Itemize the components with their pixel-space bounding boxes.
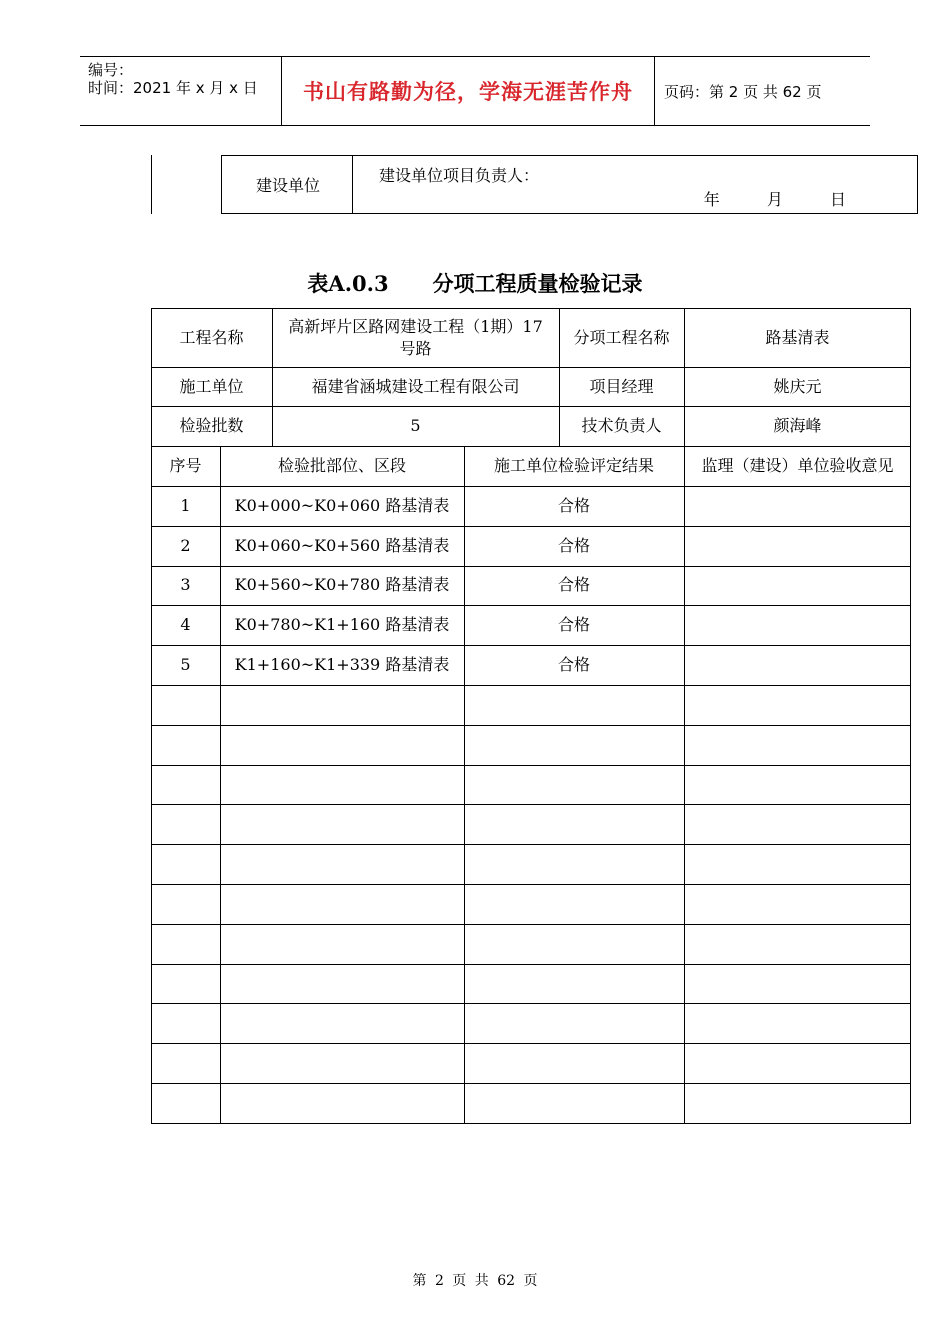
table-cell-result	[464, 1003, 684, 1043]
table-grid-line	[220, 446, 221, 1123]
table-cell-location: K1+160~K1+339 路基清表	[234, 655, 450, 675]
sub-project-label: 分项工程名称	[573, 327, 670, 347]
table-cell-result: 合格	[557, 655, 590, 675]
table-cell-result	[464, 725, 684, 765]
table-grid-line	[151, 605, 911, 606]
table-cell-opinion	[684, 1003, 911, 1043]
table-cell-result: 合格	[557, 535, 590, 555]
table-code: 表A.0.3	[307, 271, 389, 296]
column-header-opinion: 监理（建设）单位验收意见	[701, 456, 894, 475]
tech-lead-value: 颜海峰	[773, 416, 822, 435]
table-cell-result	[464, 1043, 684, 1083]
table-cell-result: 合格	[557, 575, 590, 595]
inspection-record-table	[151, 308, 911, 1123]
table-cell-location: K0+000~K0+060 路基清表	[234, 495, 450, 515]
table-cell-seq	[151, 765, 220, 805]
table-grid-line	[151, 1123, 911, 1124]
table-cell-opinion	[684, 685, 911, 725]
table-cell-result	[464, 884, 684, 924]
table-cell-location	[220, 844, 464, 884]
table-grid-line	[151, 1083, 911, 1084]
table-cell-result	[464, 924, 684, 964]
previous-table-signature-block	[151, 155, 918, 214]
table-grid-line	[151, 685, 911, 686]
table-cell-location	[220, 685, 464, 725]
batch-count-value: 5	[410, 416, 421, 435]
table-cell-opinion	[684, 645, 911, 685]
table-grid-line	[151, 964, 911, 965]
table-grid-line	[559, 308, 560, 446]
table-cell-location	[220, 1043, 464, 1083]
table-grid-line	[151, 725, 911, 726]
table-cell-opinion	[684, 804, 911, 844]
project-manager-label: 项目经理	[589, 376, 654, 396]
batch-count-label: 检验批数	[179, 416, 244, 435]
column-header-location: 检验批部位、区段	[277, 456, 406, 475]
table-cell-seq	[151, 725, 220, 765]
table-cell-location	[220, 1003, 464, 1043]
table-cell-seq	[151, 964, 220, 1004]
project-name-line: 高新坪片区路网建设工程（1期）17	[288, 316, 543, 336]
table-cell-result	[464, 804, 684, 844]
table-cell-seq: 2	[180, 535, 191, 555]
table-cell-seq	[151, 884, 220, 924]
table-grid-line	[151, 1003, 911, 1004]
header-divider	[654, 57, 655, 125]
table-grid-line	[151, 566, 911, 567]
table-cell-seq	[151, 1003, 220, 1043]
table-cell-seq: 1	[180, 495, 191, 515]
table-name: 分项工程质量检验记录	[432, 271, 643, 296]
construction-unit-signature-label: 建设单位项目负责人：	[379, 166, 540, 185]
table-cell-result: 合格	[557, 615, 590, 635]
table-grid-line	[151, 924, 911, 925]
table-grid-line	[151, 884, 911, 885]
table-cell-location	[220, 804, 464, 844]
page-footer: 第 2 页 共 62 页	[412, 1273, 538, 1289]
table-grid-line	[151, 765, 911, 766]
table-grid-line	[151, 1043, 911, 1044]
document-number-label: 编号：	[88, 61, 134, 79]
table-cell-opinion	[684, 844, 911, 884]
table-cell-seq: 4	[180, 615, 191, 635]
table-cell-location: K0+560~K0+780 路基清表	[234, 575, 450, 595]
table-grid-line	[151, 526, 911, 527]
column-header-result: 施工单位检验评定结果	[493, 456, 654, 475]
table-cell-opinion	[684, 1083, 911, 1123]
table-cell-seq	[151, 1043, 220, 1083]
project-name-label: 工程名称	[179, 327, 244, 347]
table-cell-opinion	[684, 526, 911, 566]
table-cell-result	[464, 1083, 684, 1123]
table-grid-line	[464, 446, 465, 1123]
table-cell-opinion	[684, 566, 911, 606]
table-grid-line	[151, 446, 911, 447]
table-grid-line	[151, 844, 911, 845]
table-cell-result	[464, 844, 684, 884]
table-grid-line	[910, 308, 911, 1123]
table-cell-result: 合格	[557, 495, 590, 515]
header-motto: 书山有路勤为径，学海无涯苦作舟	[303, 80, 633, 104]
table-cell-seq	[151, 844, 220, 884]
table-cell-opinion	[684, 605, 911, 645]
table-grid-line	[151, 486, 911, 487]
contractor-label: 施工单位	[179, 376, 244, 396]
table-cell-opinion	[684, 1043, 911, 1083]
table-cell-seq	[151, 1083, 220, 1123]
construction-unit-label: 建设单位	[255, 176, 320, 195]
table-cell-seq	[151, 924, 220, 964]
date-year: 年	[703, 190, 720, 209]
project-manager-value: 姚庆元	[773, 376, 822, 396]
table-cell-location	[220, 924, 464, 964]
page-header	[80, 56, 870, 126]
table-grid-line	[684, 308, 685, 1123]
table-cell-opinion	[684, 486, 911, 526]
table-grid-line	[151, 406, 911, 407]
header-page-info: 页码：第 2 页 共 62 页	[664, 82, 822, 101]
table-cell-location	[220, 964, 464, 1004]
document-time-label: 时间：2021 年 x 月 x 日	[88, 79, 258, 97]
table-grid-line	[151, 645, 911, 646]
table-cell-location	[220, 1083, 464, 1123]
header-meta	[88, 61, 283, 97]
table-grid-line	[151, 308, 911, 309]
sub-project-value: 路基清表	[765, 327, 830, 347]
table-cell-seq: 3	[180, 575, 191, 595]
table-cell-location	[220, 884, 464, 924]
table-grid-line	[151, 804, 911, 805]
table-cell-location	[220, 765, 464, 805]
tech-lead-label: 技术负责人	[581, 416, 662, 435]
table-grid-line	[272, 308, 273, 446]
table-cell-result	[464, 964, 684, 1004]
contractor-value: 福建省涵城建设工程有限公司	[311, 376, 520, 396]
date-month: 月	[766, 190, 783, 209]
table-cell-seq	[151, 685, 220, 725]
table-cell-opinion	[684, 765, 911, 805]
table-cell-result	[464, 685, 684, 725]
table-cell-location	[220, 725, 464, 765]
table-cell-seq: 5	[180, 655, 191, 675]
table-cell-location: K0+780~K1+160 路基清表	[234, 615, 450, 635]
table-cell-seq	[151, 804, 220, 844]
project-name-line: 号路	[399, 338, 432, 358]
table-cell-result	[464, 765, 684, 805]
table-grid-line	[151, 367, 911, 368]
table-grid-line	[151, 308, 152, 1123]
table-title	[0, 268, 950, 298]
table-cell-location: K0+060~K0+560 路基清表	[234, 535, 450, 555]
signature-date	[704, 187, 846, 210]
table-cell-opinion	[684, 964, 911, 1004]
project-name-value	[272, 308, 559, 367]
table-cell-opinion	[684, 924, 911, 964]
table-cell-opinion	[684, 884, 911, 924]
date-day: 日	[829, 190, 846, 209]
table-cell-opinion	[684, 725, 911, 765]
column-header-seq: 序号	[169, 456, 202, 475]
